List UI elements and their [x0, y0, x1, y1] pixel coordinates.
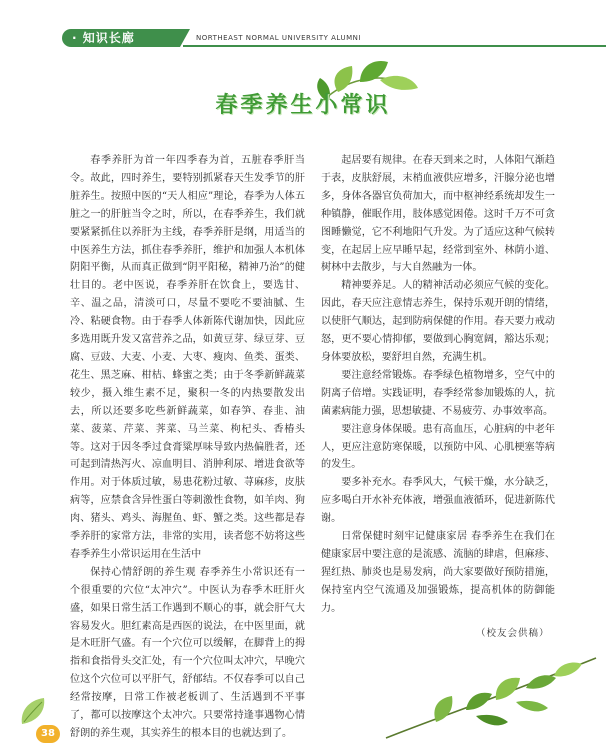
header-sub-label: NORTHEAST NORMAL UNIVERSITY ALUMNI [196, 34, 361, 42]
paragraph: 要注意经常锻炼。春季绿色植物增多，空气中的阴离子倍增。实践证明，春季经常参加锻炼的人，抗菌素病能力强，思想敏捷、不易疲劳、办事效率高。 [321, 369, 555, 417]
header-rule [183, 45, 606, 47]
paragraph: 日常保健时刻牢记健康家居 春季养生在我们在健康家居中要注意的是流感、流脑的肆虐，但麻疹、猩红热、肺炎也是易发病，尚大家要做好预防措施，保持室内空气流通及加强锻炼，提高机体的防御能力。 [321, 531, 555, 614]
corner-leaf-icon [18, 694, 50, 728]
paragraph: 要注意身体保暖。患有高血压，心脏病的中老年人，更应注意防寒保暖，以预防中风、心肌梗塞等病的发生。 [321, 423, 555, 471]
article-title: 春季养生小常识 [215, 93, 391, 118]
paragraph: 春季养肝为首一年四季春为首，五脏春季肝当令。故此，四时养生，要特别抓紧春天生发季节的肝脏养生。按照中医的“天人相应”理论，春季为人体五脏之一的肝脏当令之时，所以，在春季养生，我们就要紧紧抓住以养肝为主线，春季养肝是纲，用适当的中医养生方法，抓住春季养肝，维护和加强人本机体阴阳平衡，从而真正做到“阴平阳秘，精神乃治”的健壮目的。老中医说，春季养肝在饮食上，要选甘、辛、温之品，清淡可口，尽量不要吃不要油腻、生冷、粘硬食物。由于春季人体新陈代谢加快，因此应多选用既升发又富营养之品，如黄豆芽、绿豆芽、豆腐、豆豉、大麦、小麦、大枣、瘦肉、鱼类、蛋类、花生、黑芝麻、柑桔、蜂蜜之类；由于冬季新鲜蔬菜较少，摄入维生素不足，聚积一冬的内热要散发出去，所以还要多吃些新鲜蔬菜，如春笋、春韭、油菜、菠菜、芹菜、荠菜、马兰菜、枸杞头、香椿头等。这对于因冬季过食膏粱厚味导致内热偏胜者，还可起到清热泻火、凉血明目、消肿利尿、增进食欲等作用。对于体质过敏，易患花粉过敏、荨麻疹，皮肤病等，应禁食含异性蛋白等刺激性食物，如羊肉、狗肉、猪头、鸡头、海腥鱼、虾、蟹之类。这些都是春季养肝的家常方法，非常的实用，读者您不妨将这些春季养生小常识运用在生活中 [70, 155, 305, 560]
right-column [321, 152, 555, 618]
branch-decoration-icon [376, 638, 604, 748]
paragraph: 保持心情舒朗的养生观 春季养生小常识还有一个很重要的穴位“太冲穴”。中医认为春季木旺肝火盛，如果日常生活工作遇到不顺心的事，就会肝气大容易发火。胆红素高是西医的说法，在中医里面，就是木旺肝气盛。有一个穴位可以缓解，在脚背上的拇指和食指骨头交汇处，有一个穴位叫太冲穴，早晚穴位这个穴位可以平肝气，舒郁结。不仅春季可以自己经常按摩，日常工作被老板训了、生活遇到不平事了，都可以按摩这个太冲穴。只要常持逢事遇物心情舒朗的养生观，其实养生的根本目的也就达到了。 [70, 566, 305, 739]
article-credit: （校友会供稿） [476, 628, 550, 639]
page-number: 38 [36, 725, 60, 743]
paragraph: 起居要有规律。在春天到来之时，人体阳气渐趋于表，皮肤舒展，末梢血液供应增多，汗腺分泌也增多，身体各器官负荷加大，而中枢神经系统却发生一种镇静，催眠作用，肢体感觉困倦。这时千万不可贪图睡懒觉，它不利地阳气升发。为了适应这种气候转变，在起居上应早睡早起，经常到室外、林荫小道、树林中去散步，与大自然融为一体。 [321, 155, 555, 274]
left-column [70, 152, 305, 743]
section-label: · 知识长廊 [72, 31, 135, 45]
paragraph: 精神要养足。人的精神活动必须应气候的变化。因此，春天应注意情志养生，保持乐观开朗的情绪，以使肝气顺达，起到防病保健的作用。春天要力戒动怒，更不要心情抑郁，要做到心胸宽阔，豁达乐观；身体要放松，要舒坦自然，充满生机。 [321, 280, 555, 363]
paragraph: 要多补充水。春季风大，气候干燥，水分缺乏，应多喝白开水补充体液，增强血液循环，促进新陈代谢。 [321, 477, 555, 525]
